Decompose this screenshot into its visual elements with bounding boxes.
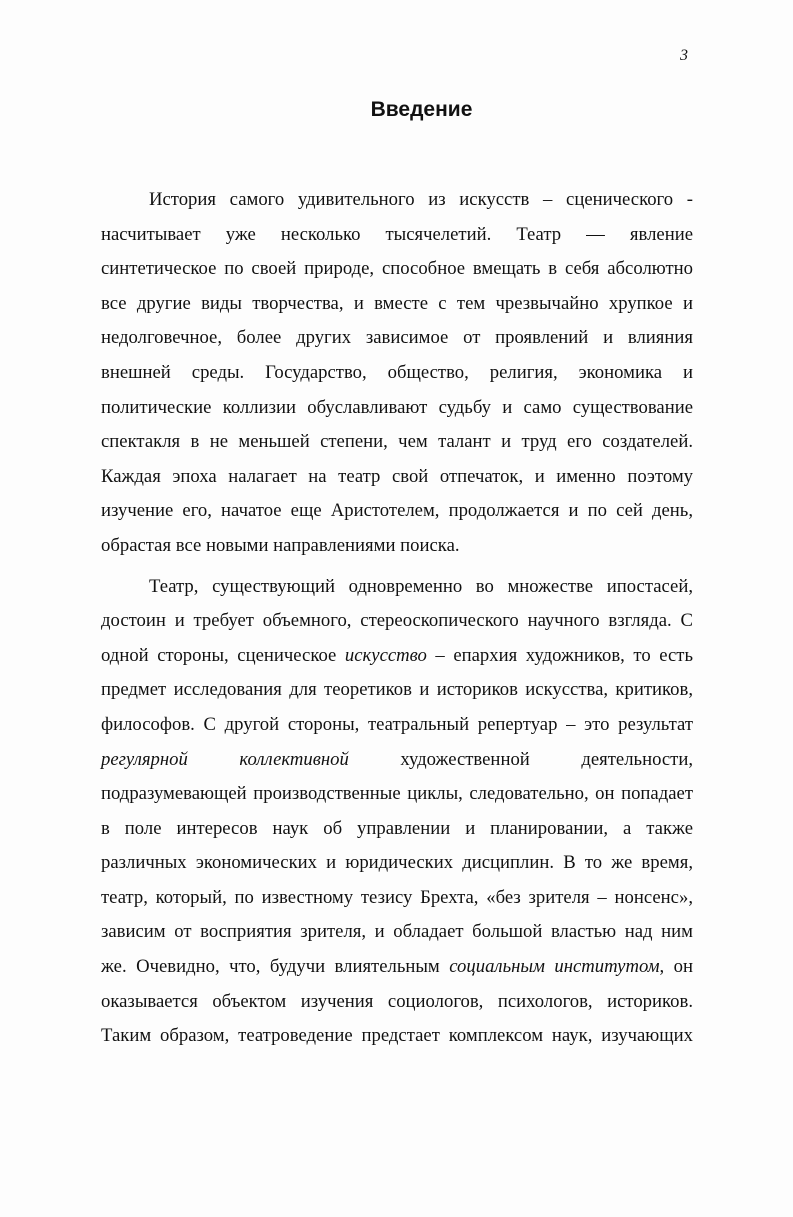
text-line bbox=[101, 950, 693, 985]
text-run: одной стороны, сценическое bbox=[101, 644, 345, 666]
italic-term: коллективной bbox=[239, 748, 349, 770]
text-run: деятельности, bbox=[581, 748, 694, 770]
italic-term: социальным институтом bbox=[449, 956, 660, 978]
text-line bbox=[101, 639, 693, 674]
text-line: в поле интересов наук об управлении и планировании, а также bbox=[101, 817, 693, 839]
text-line: зависим от восприятия зрителя, и обладает большой властью над ним bbox=[101, 921, 693, 943]
text-line: политические коллизии обуславливают судьбу и само существование bbox=[101, 396, 693, 418]
text-line: все другие виды творчества, и вместе с тем чрезвычайно хрупкое и bbox=[101, 292, 693, 314]
text-line: Каждая эпоха налагает на театр свой отпечаток, и именно поэтому bbox=[101, 465, 693, 487]
text-line: спектакля в не меньшей степени, чем талант и труд его создателей. bbox=[101, 431, 693, 453]
text-line: обрастая все новыми направлениями поиска. bbox=[101, 534, 460, 556]
text-line: недолговечное, более других зависимое от проявлений и влияния bbox=[101, 327, 693, 349]
body-text bbox=[101, 183, 693, 1054]
italic-term: искусство bbox=[344, 644, 427, 666]
text-run: же. Очевидно, что, будучи влиятельным bbox=[101, 956, 450, 978]
page-title: Введение bbox=[370, 98, 473, 121]
paragraph-2 bbox=[101, 570, 693, 1054]
text-line: Таким образом, театроведение предстает комплексом наук, изучающих bbox=[101, 1025, 693, 1047]
page-number: 3 bbox=[680, 47, 688, 64]
text-run: , он bbox=[659, 956, 693, 978]
text-run: – епархия художников, то есть bbox=[426, 644, 693, 666]
text-line: различных экономических и юридических дисциплин. В то же время, bbox=[101, 852, 693, 874]
text-line: История самого удивительного из искусств – сценического - bbox=[149, 189, 693, 210]
text-run: художественной bbox=[400, 748, 530, 770]
text-line: подразумевающей производственные циклы, следовательно, он попадает bbox=[101, 783, 693, 805]
text-line: оказывается объектом изучения социологов, психологов, историков. bbox=[101, 990, 693, 1012]
text-line: театр, который, по известному тезису Брехта, «без зрителя – нонсенс», bbox=[101, 886, 693, 908]
text-line: достоин и требует объемного, стереоскопического научного взгляда. С bbox=[101, 610, 693, 632]
text-line bbox=[101, 743, 693, 778]
text-line: изучение его, начатое еще Аристотелем, продолжается и по сей день, bbox=[101, 500, 693, 522]
text-line: философов. С другой стороны, театральный репертуар – это результат bbox=[101, 713, 693, 735]
italic-term: регулярной bbox=[101, 748, 188, 770]
text-line: Театр, существующий одновременно во множестве ипостасей, bbox=[149, 575, 693, 597]
text-line: синтетическое по своей природе, способное вмещать в себя абсолютно bbox=[101, 258, 693, 280]
text-line: насчитывает уже несколько тысячелетий. Театр — явление bbox=[101, 223, 693, 245]
paragraph-1 bbox=[101, 183, 693, 564]
text-line: внешней среды. Государство, общество, религия, экономика и bbox=[101, 361, 693, 383]
text-line: предмет исследования для теоретиков и историков искусства, критиков, bbox=[101, 679, 693, 701]
